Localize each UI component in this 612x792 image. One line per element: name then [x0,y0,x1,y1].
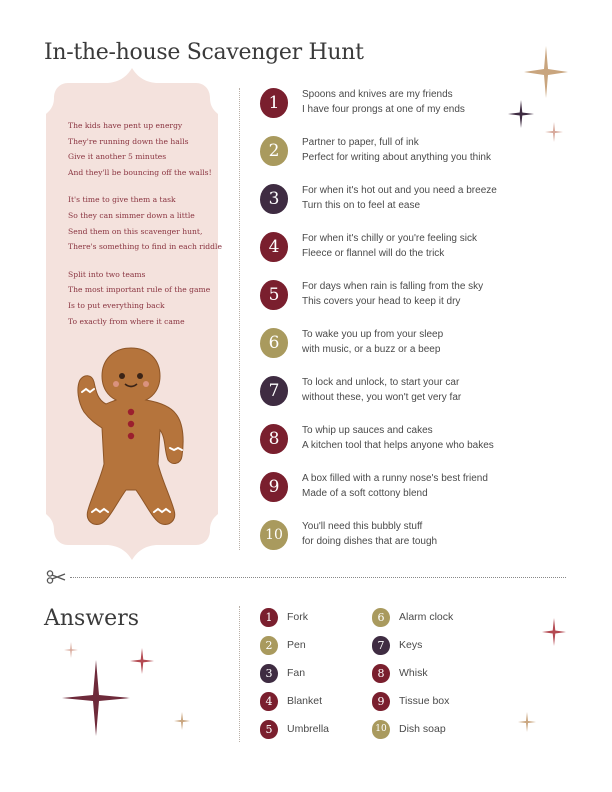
dotted-cut-line [70,577,566,578]
poem-line: Send them on this scavenger hunt, [68,226,203,236]
clue-number-badge: 9 [260,472,288,502]
answer-word: Tissue box [399,695,450,707]
clue-item [260,376,560,410]
clue-item [260,184,560,218]
answer-number-badge: 10 [372,720,390,739]
clue-line-2: I have four prongs at one of my ends [302,104,465,115]
clue-line-2: This covers your head to keep it dry [302,296,461,307]
answer-number-badge: 3 [260,664,278,683]
clue-number-badge: 10 [260,520,288,550]
clue-number-badge: 5 [260,280,288,310]
answer-word: Keys [399,639,423,651]
clue-number-badge: 6 [260,328,288,358]
answer-number-badge: 8 [372,664,390,683]
clue-line-2: Perfect for writing about anything you think [302,152,491,163]
clue-item [260,472,560,506]
answer-word: Blanket [287,695,323,707]
answer-word: Whisk [399,667,428,679]
poem-line: The kids have pent up energy [68,121,183,130]
poem-stanza [68,267,218,329]
scissors-icon [46,570,66,584]
answer-number-badge: 9 [372,692,390,711]
answer-word: Fork [287,611,308,623]
gingerbread-man-illustration [74,344,188,530]
answer-word: Dish soap [399,723,446,735]
clue-line-1: A box filled with a runny nose's best friend [302,473,488,484]
sparkle-star-icon [174,712,190,730]
clue-line-1: You'll need this bubbly stuff [302,521,423,532]
clue-line-1: To lock and unlock, to start your car [302,377,460,388]
divider-vertical [239,88,240,550]
sparkle-star-icon [508,100,534,128]
clue-line-2: with music, or a buzz or a beep [302,344,441,355]
clue-line-2: A kitchen tool that helps anyone who bakes [302,440,494,451]
clue-line-2: for doing dishes that are tough [302,536,438,547]
answer-word: Pen [287,639,306,651]
clue-line-2: Fleece or flannel will do the trick [302,248,445,259]
clue-item [260,232,560,266]
poem-line: The most important rule of the game [68,285,211,295]
poem-line: So they can simmer down a little [68,210,195,220]
poem-line: To exactly from where it came [68,316,185,326]
answer-number-badge: 1 [260,608,278,627]
clue-item [260,328,560,362]
sparkle-star-icon [64,642,78,658]
clue-number-badge: 3 [260,184,288,214]
clue-line-1: For when it's hot out and you need a breeze [302,185,497,196]
clue-number-badge: 2 [260,136,288,166]
clue-line-1: For days when rain is falling from the sky [302,281,484,292]
poem [68,118,222,341]
clue-number-badge: 8 [260,424,288,454]
answer-number-badge: 2 [260,636,278,655]
clue-line-1: For when it's chilly or you're feeling sick [302,233,477,244]
clue-item [260,424,560,458]
divider-vertical [239,606,240,742]
cut-line [46,570,568,584]
sparkle-star-icon [518,712,536,732]
poem-line: They're running down the halls [68,136,189,146]
answer-number-badge: 5 [260,720,278,739]
poem-line: There's something to find in each riddle [68,242,222,252]
poem-stanza [68,192,222,254]
answer-number-badge: 4 [260,692,278,711]
poem-stanza [68,118,218,180]
page-title: In-the-house Scavenger Hunt [44,40,364,65]
clue-line-1: To wake you up from your sleep [302,329,444,340]
clue-item [260,520,560,554]
answer-word: Fan [287,667,306,679]
sparkle-star-icon [542,618,566,646]
poem-line: Give it another 5 minutes [68,152,167,162]
answer-number-badge: 7 [372,636,390,655]
sparkle-star-icon [545,122,563,142]
answer-word: Alarm clock [399,611,454,623]
clue-line-1: To whip up sauces and cakes [302,425,433,436]
sparkle-star-icon [524,46,568,98]
clue-line-1: Spoons and knives are my friends [302,89,453,100]
clue-number-badge: 7 [260,376,288,406]
poem-line: It's time to give them a task [68,195,176,205]
clue-item [260,280,560,314]
clue-line-2: Made of a soft cottony blend [302,488,428,499]
poem-line: Is to put everything back [68,300,165,310]
clue-line-2: without these, you won't get very far [302,392,462,403]
answer-word: Umbrella [287,723,330,735]
clue-number-badge: 4 [260,232,288,262]
answers-title: Answers [44,606,140,631]
poem-line: Split into two teams [68,269,146,279]
clue-line-1: Partner to paper, full of ink [302,137,419,148]
sparkle-star-icon [130,648,154,674]
clue-item [260,136,560,170]
clue-line-2: Turn this on to feel at ease [302,200,421,211]
clue-number-badge: 1 [260,88,288,118]
poem-line: And they'll be bouncing off the walls! [68,167,212,177]
answer-number-badge: 6 [372,608,390,627]
sparkle-star-icon [62,660,130,736]
